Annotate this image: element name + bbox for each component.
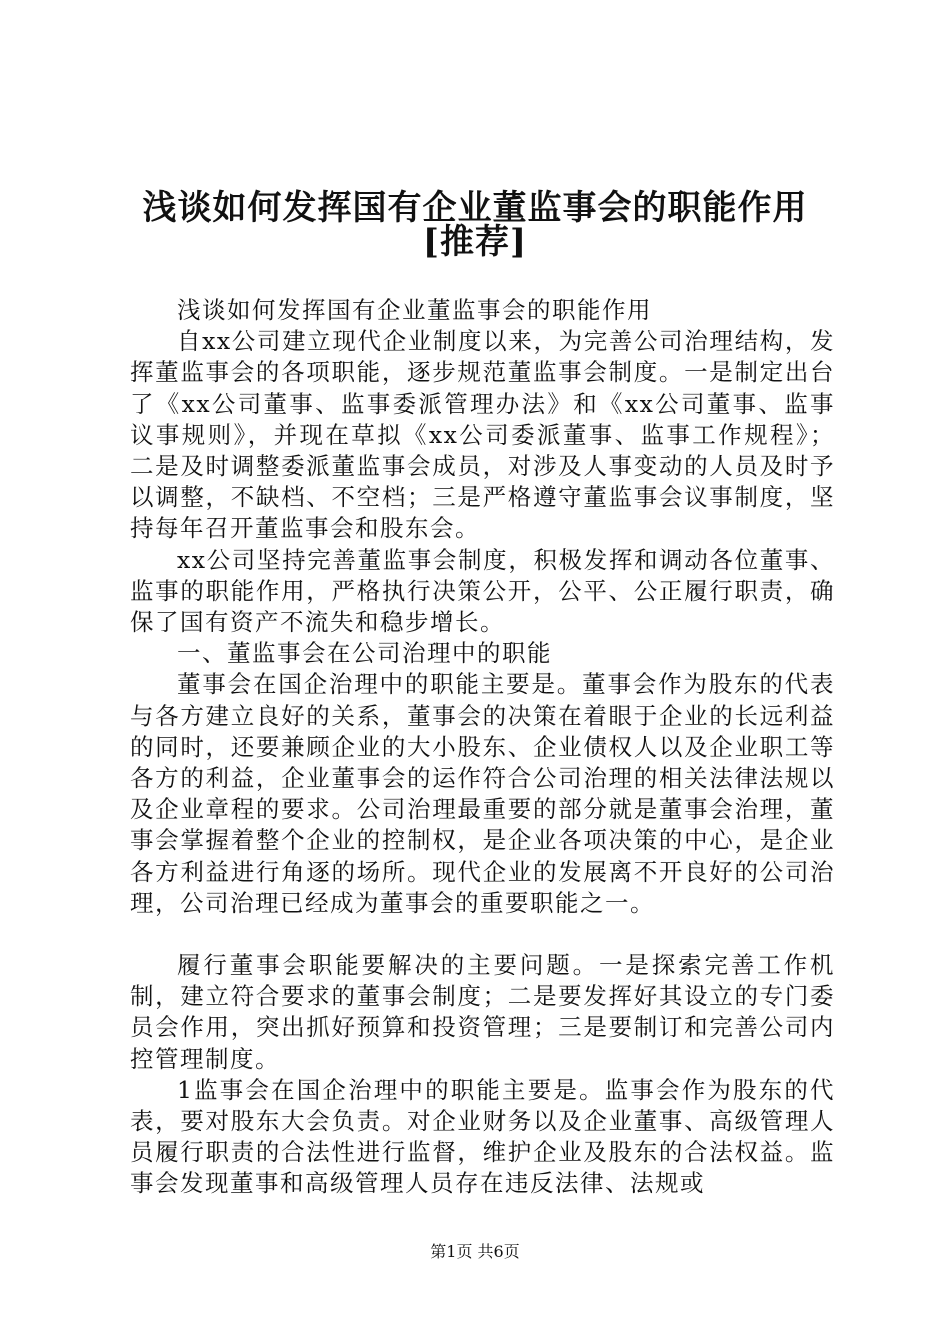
paragraph: 自xx公司建立现代企业制度以来，为完善公司治理结构，发挥董监事会的各项职能，逐步规范董监事会制度。一是制定出台了《xx公司董事、监事委派管理办法》和《xx公司董事、监事议事规则》，并现在草拟《xx公司委派董事、监事工作规程》；二是及时调整委派董监事会成员，对涉及人事变动的人员及时予以调整，不缺档、不空档；三是严格遵守董监事会议事制度，坚持每年召开董监事会和股东会。 — [130, 327, 835, 543]
paragraph: 履行董事会职能要解决的主要问题。一是探索完善工作机制，建立符合要求的董事会制度；二是要发挥好其设立的专门委员会作用，突出抓好预算和投资管理；三是要制订和完善公司内控管理制度。 — [130, 951, 835, 1073]
paragraph-subtitle: 浅谈如何发挥国有企业董监事会的职能作用 — [177, 296, 652, 324]
document-title: 浅谈如何发挥国有企业董监事会的职能作用 — [142, 188, 808, 228]
page-number-footer: 第1页 共6页 — [430, 1242, 520, 1261]
document-title-tag: [推荐] — [422, 222, 528, 262]
document-body — [130, 295, 835, 1200]
section-heading: 一、董监事会在公司治理中的职能 — [177, 639, 552, 668]
paragraph: 1监事会在国企治理中的职能主要是。监事会作为股东的代表，要对股东大会负责。对企业财务以及企业董事、高级管理人员履行职责的合法性进行监督，维护企业及股东的合法权益。监事会发现董事和高级管理人员存在违反法律、法规或 — [130, 1075, 835, 1198]
paragraph: 董事会在国企治理中的职能主要是。董事会作为股东的代表与各方建立良好的关系，董事会的决策在着眼于企业的长远利益的同时，还要兼顾企业的大小股东、企业债权人以及企业职工等各方的利益，企业董事会的运作符合公司治理的相关法律法规以及企业章程的要求。公司治理最重要的部分就是董事会治理，董事会掌握着整个企业的控制权，是企业各项决策的中心，是企业各方利益进行角逐的场所。现代企业的发展离不开良好的公司治理，公司治理已经成为董事会的重要职能之一。 — [130, 670, 835, 917]
paragraph: xx公司坚持完善董监事会制度，积极发挥和调动各位董事、监事的职能作用，严格执行决策公开，公平、公正履行职责，确保了国有资产不流失和稳步增长。 — [130, 545, 835, 637]
